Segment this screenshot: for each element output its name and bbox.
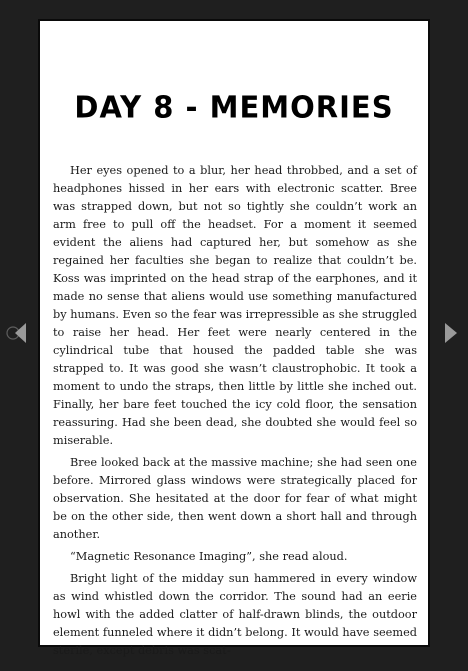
paragraph: “Magnetic Resonance Imaging”, she read aloud. xyxy=(70,550,348,563)
paragraph: Bright light of the midday sun hammered in every window as wind whistled down the corridor. The sound had an eerie howl with the added clatter of half-drawn blinds, the outdoor element funneled where it didn’t belong. It would have seemed sterile, except debris was scat- xyxy=(53,572,417,657)
previous-page-button[interactable] xyxy=(6,320,30,346)
paragraph: Her eyes opened to a blur, her head throbbed, and a set of headphones hissed in her ears with electronic scatter. Bree was strapped down, but not so tightly she couldn’t work an arm free to pull off the headset. For a moment it seemed evident the aliens had captured her, but somehow as she regained her faculties she began to realize that couldn’t be. Koss was imprinted on the head strap of the earphones, and it made no sense that aliens would use something manufactured by humans. Even so the fear was irrepressible as she struggled to raise her head. Her feet were nearly centered in the cylindrical tube that housed the padded table she was strapped to. It was good she wasn’t claustrophobic. It took a moment to undo the straps, then little by little she inched out. Finally, her bare feet touched the icy cold floor, the sensation reassuring. Had she been dead, she doubted she would feel so miserable. xyxy=(53,164,417,447)
chapter-title: DAY 8 - MEMORIES xyxy=(74,89,394,125)
chapter-text xyxy=(53,162,417,664)
arrow-left-icon xyxy=(6,320,30,346)
next-page-button[interactable] xyxy=(440,320,464,346)
book-page xyxy=(38,19,430,657)
paragraph: Bree looked back at the massive machine; she had seen one before. Mirrored glass windows were strategically placed for observation. She hesitated at the door for fear of what might be on the other side, then went down a short hall and through another. xyxy=(53,456,417,541)
arrow-right-icon xyxy=(440,320,464,346)
